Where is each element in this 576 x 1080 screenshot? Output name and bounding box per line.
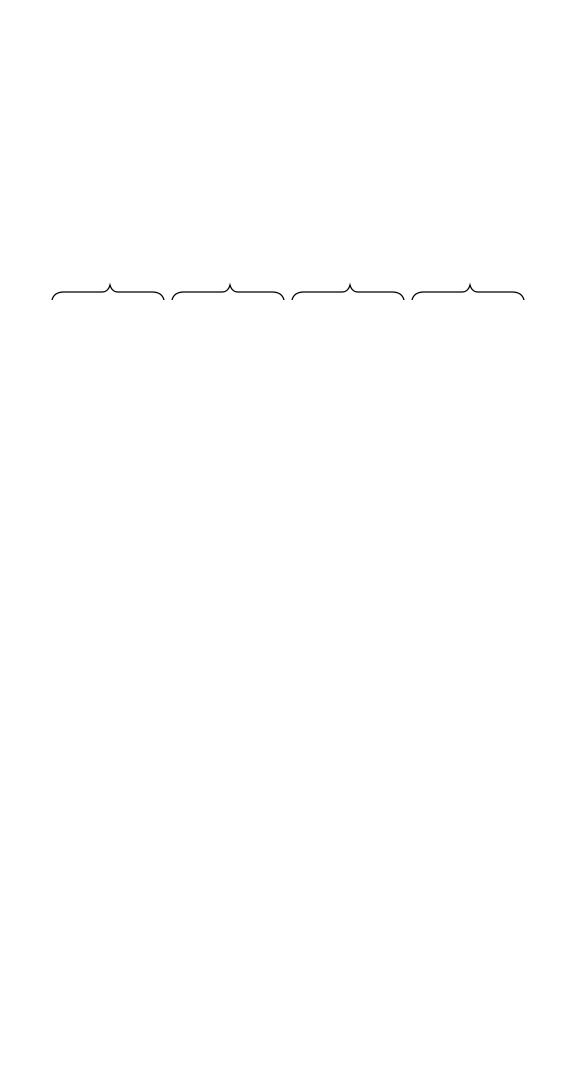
brace-1 [52, 285, 164, 300]
column-braces [52, 285, 524, 300]
brace-3 [292, 285, 404, 300]
brace-4 [412, 285, 524, 300]
brace-2 [172, 285, 284, 300]
